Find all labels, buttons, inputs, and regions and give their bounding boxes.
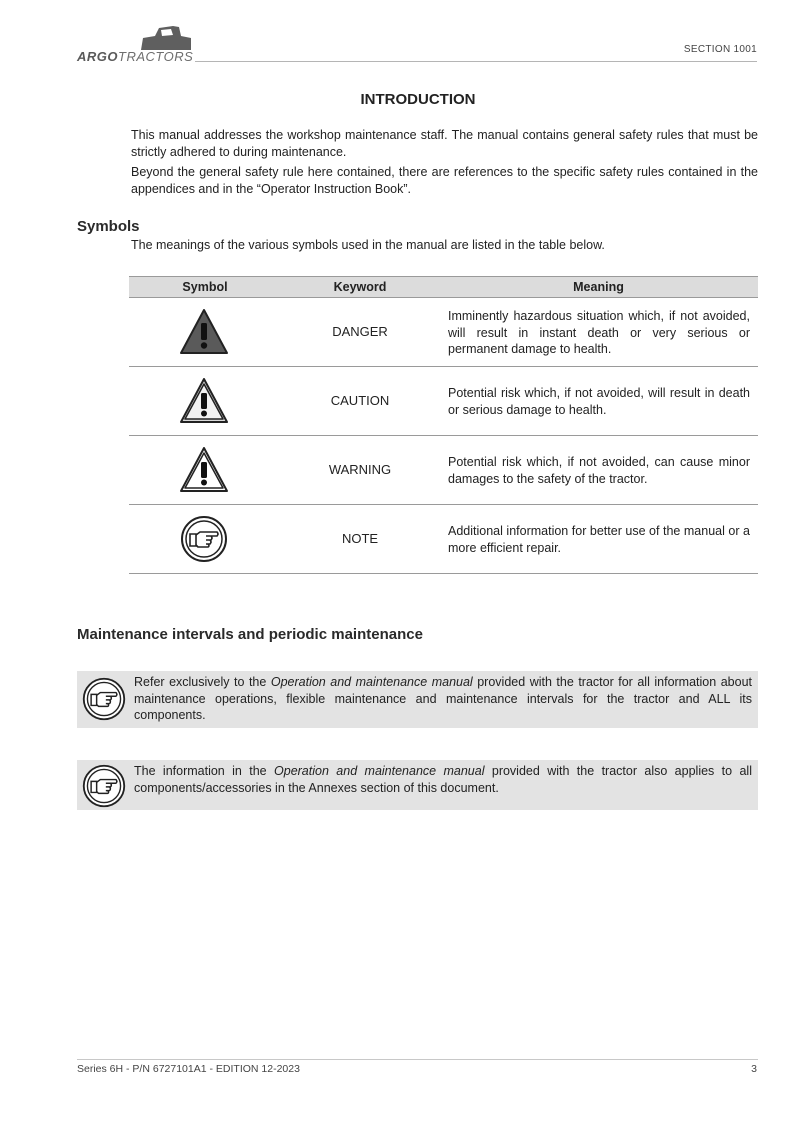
logo-tractors: TRACTORS <box>118 49 194 64</box>
keyword-caution: CAUTION <box>330 393 390 408</box>
warning-triangle-icon <box>179 446 229 494</box>
logo-argo: ARGO <box>77 49 118 64</box>
footer-divider <box>77 1059 758 1060</box>
symbols-table <box>129 276 758 574</box>
note-box-2 <box>77 760 758 810</box>
symbols-intro: The meanings of the various symbols used in the manual are listed in the table below. <box>131 238 605 252</box>
keyword-warning: WARNING <box>328 462 392 477</box>
note-2-post: provided with the tractor also applies to all components/accessories in the Annexes section of this document. <box>134 764 752 795</box>
meaning-danger: Imminently hazardous situation which, if not avoided, will result in instant death or very serious or permanent damage to health. <box>448 309 750 356</box>
keyword-danger: DANGER <box>332 324 388 339</box>
tractor-logo-icon <box>135 24 193 52</box>
note-1-manual-title: Operation and maintenance manual <box>270 675 473 689</box>
symbols-heading: Symbols <box>77 218 140 235</box>
table-row <box>129 436 758 505</box>
pointing-hand-note-icon <box>81 763 127 809</box>
note-box-1 <box>77 671 758 728</box>
col-header-keyword: Keyword <box>333 280 387 294</box>
maintenance-heading: Maintenance intervals and periodic maintenance <box>77 626 423 643</box>
pointing-hand-note-icon <box>81 676 127 722</box>
table-header <box>129 276 758 298</box>
note-2-manual-title: Operation and maintenance manual <box>274 764 485 778</box>
caution-warning-icon <box>179 377 229 425</box>
col-header-meaning: Meaning <box>573 280 624 294</box>
intro-paragraph-1: This manual addresses the workshop maintenance staff. The manual contains general safety rules that must be strictly adhered to during maintenance. <box>131 128 758 159</box>
col-header-symbol: Symbol <box>182 280 228 294</box>
keyword-note: NOTE <box>341 531 379 546</box>
meaning-note: Additional information for better use of the manual or a more efficient repair. <box>448 524 750 555</box>
table-row <box>129 367 758 436</box>
pointing-hand-note-icon <box>179 515 229 563</box>
argo-tractors-logo <box>77 24 197 66</box>
note-2-pre: The information in the <box>134 764 275 778</box>
note-text-2 <box>134 763 752 796</box>
section-label: SECTION 1001 <box>683 44 757 55</box>
meaning-warning: Potential risk which, if not avoided, can cause minor damages to the safety of the tractor. <box>448 455 750 486</box>
page-number: 3 <box>751 1063 757 1075</box>
table-row <box>129 298 758 367</box>
intro-paragraph-2: Beyond the general safety rule here contained, there are references to the specific safety rules contained in the appendices and in the “Operator Instruction Book”. <box>131 165 758 196</box>
danger-warning-icon <box>179 308 229 356</box>
meaning-caution: Potential risk which, if not avoided, will result in death or serious damage to health. <box>448 386 750 417</box>
table-row <box>129 505 758 574</box>
footer-edition: Series 6H - P/N 6727101A1 - EDITION 12-2023 <box>77 1063 300 1075</box>
note-1-post: provided with the tractor for all information about maintenance operations, flexible maintenance and maintenance intervals for the tractor and ALL its components. <box>134 675 752 722</box>
header-divider <box>195 61 757 62</box>
note-text-1 <box>134 674 752 724</box>
logo-wordmark <box>77 49 193 64</box>
page-title: INTRODUCTION <box>360 91 476 108</box>
note-1-pre: Refer exclusively to the <box>134 675 271 689</box>
